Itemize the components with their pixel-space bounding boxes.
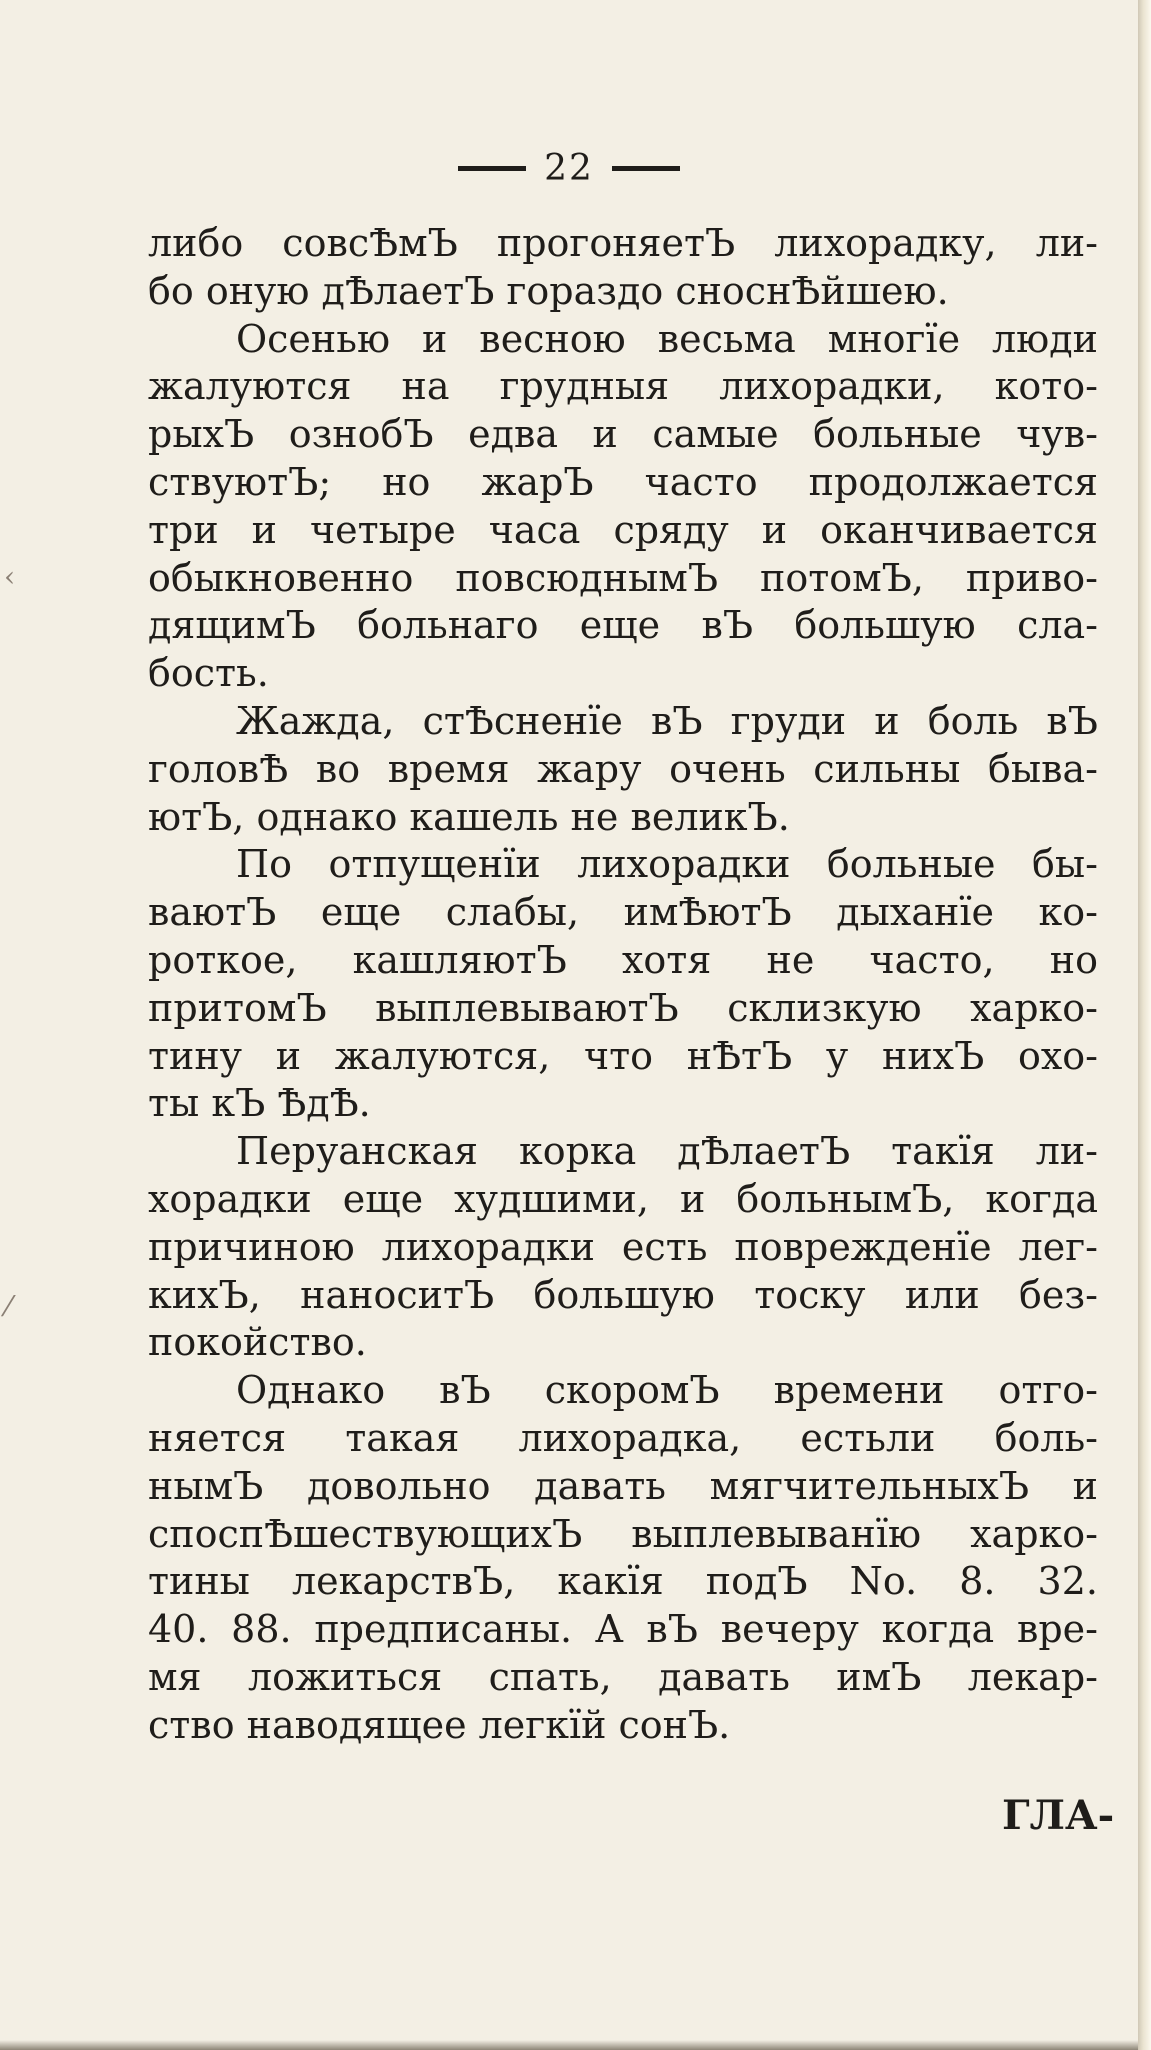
text-line: По отпущенїи лихорадки больные бы- <box>236 842 1098 887</box>
text-line: три и четыре часа сряду и оканчивается <box>148 507 1098 552</box>
text-line: тину и жалуются, что нѢтЪ у нихЪ охо- <box>148 1033 1098 1078</box>
text-line: бо оную дѢлаетЪ гораздо сноснѢйшею. <box>148 268 949 313</box>
text-line: мя ложиться спать, давать имЪ лекар- <box>148 1654 1098 1699</box>
text-body <box>148 220 1098 1750</box>
text-line: 40. 88. предписаны. А вЪ вечеру когда вре- <box>148 1607 1098 1652</box>
text-line: головѢ во время жару очень сильны быва- <box>148 746 1098 791</box>
text-line: дящимЪ больнаго еще вЪ большую сла- <box>148 603 1098 648</box>
text-line: Однако вЪ скоромЪ времени отго- <box>236 1368 1098 1413</box>
page-bottom-edge <box>0 2040 1138 2050</box>
text-line: причиною лихорадки есть поврежденїе лег- <box>148 1224 1098 1269</box>
text-line: няется такая лихорадка, естьли боль- <box>148 1415 1098 1460</box>
text-line: ство наводящее легкїй сонЪ. <box>148 1702 731 1747</box>
text-line: ваютЪ еще слабы, имѢютЪ дыханїе ко- <box>148 890 1098 935</box>
catchword: ГЛА- <box>1002 1792 1115 1839</box>
text-line: хорадки еще худшими, и больнымЪ, когда <box>148 1176 1098 1221</box>
text-line: покойство. <box>148 1320 367 1365</box>
margin-mark: ⁄ <box>6 1290 11 1323</box>
text-line: тины лекарствЪ, какїя подЪ No. 8. 32. <box>148 1559 1098 1604</box>
text-line: бость. <box>148 651 269 696</box>
text-line: ты кЪ ѢдѢ. <box>148 1081 371 1126</box>
text-line: споспѢшествующихЪ выплевыванїю харко- <box>148 1511 1098 1556</box>
text-line: Перуанская корка дѢлаетЪ такїя ли- <box>236 1129 1098 1174</box>
text-line: рыхЪ ознобЪ едва и самые больные чув- <box>148 412 1098 457</box>
text-line: ютЪ, однако кашель не великЪ. <box>148 794 790 839</box>
header-rule-left <box>458 166 526 171</box>
page-edge <box>1138 0 1151 2050</box>
text-line: Жажда, стѢсненїе вЪ груди и боль вЪ <box>236 698 1098 743</box>
text-line: жалуются на грудныя лихорадки, кото- <box>148 364 1098 409</box>
text-line: либо совсѢмЪ прогоняетЪ лихорадку, ли- <box>148 221 1098 265</box>
text-line: обыкновенно повсюднымЪ потомЪ, приво- <box>148 555 1098 600</box>
header-rule-right <box>612 166 680 171</box>
text-line: нымЪ довольно давать мягчительныхЪ и <box>148 1463 1098 1508</box>
text-line: ствуютЪ; но жарЪ часто продолжается <box>148 459 1098 504</box>
text-line: кихЪ, наноситЪ большую тоску или без- <box>148 1272 1098 1317</box>
text-line: Осенью и весною весьма многїе люди <box>236 316 1098 361</box>
page-number: 22 <box>544 148 594 189</box>
text-line: роткое, кашляютЪ хотя не часто, но <box>148 937 1098 982</box>
margin-mark: ‹ <box>4 560 16 593</box>
text-line: притомЪ выплевываютЪ склизкую харко- <box>148 985 1098 1030</box>
page-header <box>0 148 1138 189</box>
